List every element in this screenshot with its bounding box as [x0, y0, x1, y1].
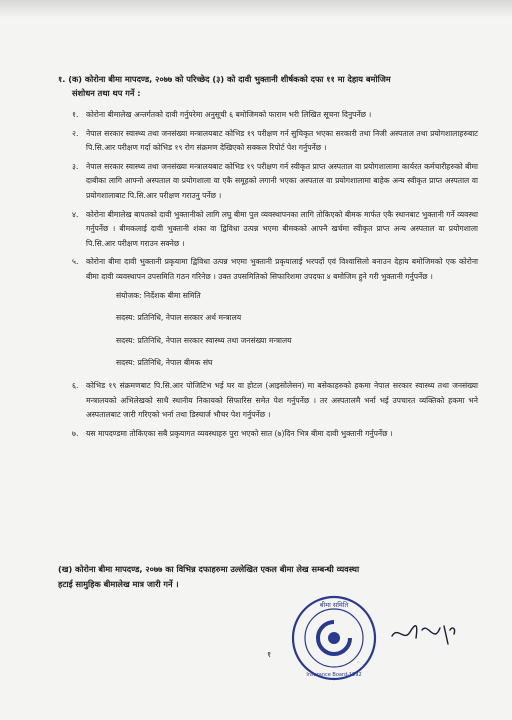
item-number: ५.: [72, 257, 79, 267]
list-item: [58, 127, 478, 156]
item-text: कोभिड १९ संक्रमणबाट पि.सि.आर पोजिटिभ भई घर वा होटल (आइसोलेसन) मा बसेकाहरुको हकमा नेपाल सरकार स्वास्थ्य तथा जनसंख्या मन्त्रालयको अभिलेखको साथै स्थानीय निकायको सिफारिस समेत पेश गर्नुपर्नेछ । तर अस्पतालमै भर्ना भई उपचारत व्यक्तिको हकमा भने अस्पतालबाट जारी गरिएको भर्ना तथा डिस्चार्ज भौचर पेश गर्नुपर्नेछ ।: [86, 380, 478, 420]
item-number: २.: [72, 128, 79, 138]
committee-member: संयोजक: निर्देशक बीमा समिति: [116, 290, 201, 300]
item-number: १.: [72, 110, 79, 119]
item-number: ७.: [72, 428, 79, 438]
committee-member: सदस्य: प्रतिनिधि, नेपाल सरकार अर्थ मन्त्रालय: [116, 313, 242, 323]
list-item: [58, 208, 478, 252]
page-top-shadow: [0, 0, 512, 18]
item-text: कोरोना बीमालेख अन्तर्गतको दावी गर्नुपरेमा अनुसूची ६ बमोजिमको फाराम भरी लिखित सूचना दिनुपर्नेछ ।: [86, 110, 372, 119]
committee-member: सदस्य: प्रतिनिधि, नेपाल सरकार स्वास्थ्य तथा जनसंख्या मन्त्रालय: [116, 335, 292, 345]
amendment-list: [58, 108, 478, 441]
item-number: ६.: [72, 380, 79, 390]
seal-text-bottom: Insurance Board-1992: [306, 672, 362, 678]
item-number: ३.: [72, 161, 79, 171]
list-item: [58, 160, 478, 204]
item-number: ४.: [72, 209, 79, 219]
subcommittee-members: [58, 289, 478, 371]
seal-text-top: बीमा समिति: [319, 601, 349, 609]
item-text: कोरोना बीमालेख बापतको दावी भुक्तानीको लागि लघु बीमा पुल व्यवस्थापनका लागि तोकिएको बीमक मार्फत एकै स्थानबाट भुक्तानी गर्ने व्यवस्था गर्नुपर्नेछ । बीमकलाई दावी भुक्तानी शंका वा द्विविधा उत्पन्न भएमा बीमकको आफ्नै खर्चमा स्वीकृत प्राप्त अन्य अस्पताल वा प्रयोगशाला पि.सि.आर परीक्षण गराउन सक्नेछ ।: [86, 209, 478, 248]
page-number: १: [267, 650, 272, 659]
list-item: [58, 379, 478, 423]
item-text: कोरोना बीमा दावी भुक्तानी प्रकृयामा द्विविधा उत्पन्न भएमा भुक्तानी प्रकृयालाई भरपर्दो एवं विश्वासिलो बनाउन देहाय बमोजिमको एक कोरोना बीमा दावी व्यवस्थापन उपसमिति गठन गरिनेछ । उक्त उपसमितिको सिफारिशमा उपदफा ४ बमोजिम हुने गरी भुक्तानी गर्नुपर्नेछ ।: [86, 257, 478, 281]
insurance-board-seal-icon: [290, 594, 378, 682]
footer-line-1: (ख) कोरोना बीमा मापदण्ड, २०७७ का विभिन्न दफाहरुमा उल्लेखित एकल बीमा लेख सम्बन्धी व्यवस्था: [58, 564, 360, 574]
committee-member: सदस्य: प्रतिनिधि, नेपाल बीमक संघ: [116, 358, 213, 368]
item-text: नेपाल सरकार स्वास्थ्य तथा जनसंख्या मन्त्रालयबाट कोभिड १९ परीक्षण गर्न स्वीकृत प्राप्त अस्पताल वा प्रयोगशालामा कार्यरत कर्मचारीहरुको बीमा दाबीका लागि आफ्नो अस्पताल वा प्रयोगशाला वा एकै समूहको लगानी भएका अस्पताल वा प्रयोगशालामा बाहेक अन्य स्वीकृत प्राप्त अस्पताल वा प्रयोगशालाबाट पि.सि.आर परीक्षण गराउनु पर्नेछ ।: [86, 161, 478, 200]
item-text: नेपाल सरकार स्वास्थ्य तथा जनसंख्या मन्त्रालयबाट कोभिड १९ परीक्षण गर्न सुचिकृत भएका सरकारी तथा निजी अस्पताल तथा प्रयोगशालाहरुबाट पि.सि.आर परीक्षण गर्दा कोभिड १९ रोग संक्रमण देखिएको सक्कल रिपोर्ट पेश गर्नुपर्नेछ ।: [86, 128, 478, 153]
item-text: यस मापदण्डमा तोकिएका सबै प्रकृयागत व्यवस्थाहरु पुरा भएको सात (७)दिन भित्र बीमा दावी भुक्तानी गर्नुपर्नेछ ।: [86, 428, 393, 438]
section-heading: [58, 72, 478, 100]
heading-line-1: १. (क) कोरोना बीमा मापदण्ड, २०७७ को परिच्छेद (३) को दावी भुक्तानी शीर्षकको दफा ११ मा देहाय बमोजिम: [58, 74, 391, 84]
footer-line-2: हटाई सामुहिक बीमालेख मात्र जारी गर्ने ।: [58, 579, 179, 589]
list-item: [58, 427, 478, 442]
signature-icon: [388, 618, 458, 648]
document-body: [58, 72, 478, 445]
heading-line-2: संशोधन तथा थप गर्ने :: [72, 88, 141, 98]
list-item: [58, 255, 478, 284]
section-kha: [58, 562, 478, 592]
list-item: [58, 108, 478, 123]
